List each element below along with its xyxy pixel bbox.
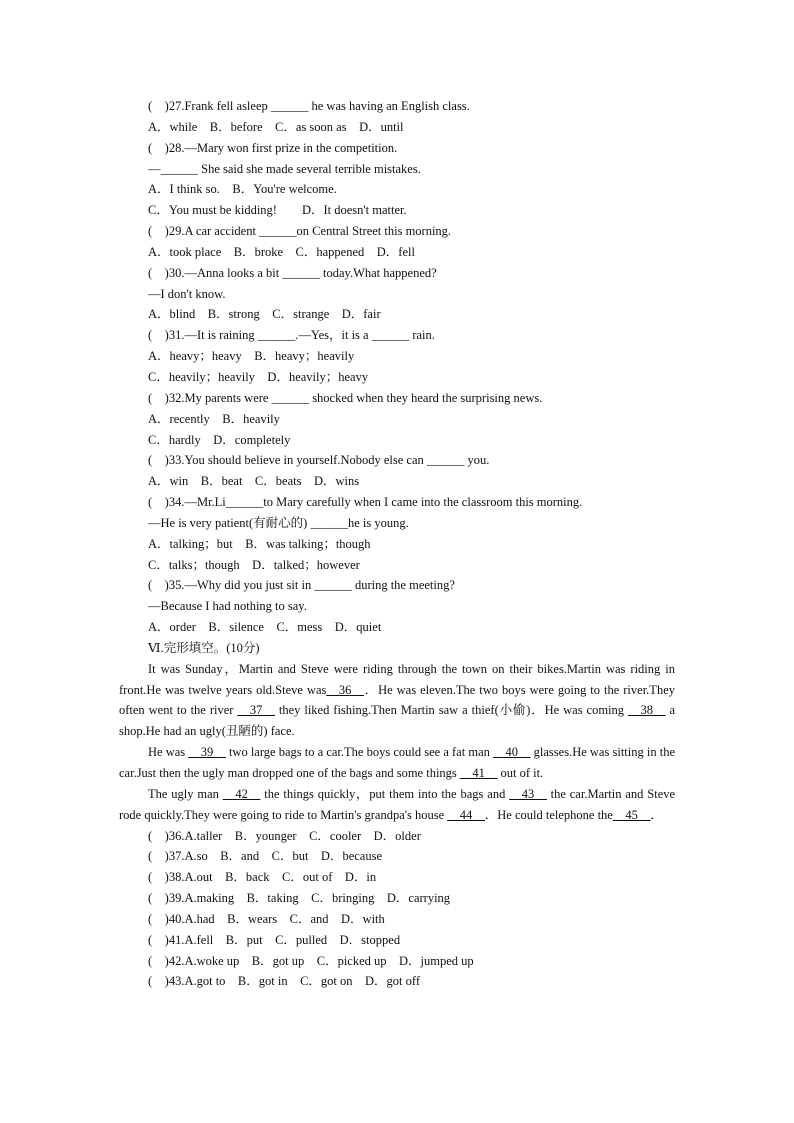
passage-text: The ugly man [148, 786, 219, 801]
blank-43: __43__ [509, 786, 547, 801]
passage-text: ． [650, 807, 663, 822]
question-42: ( )42.A.woke up B．got up C．picked up D．jumped up [148, 953, 474, 968]
question-34-reply: —He is very patient(有耐心的) ______he is young. [148, 515, 409, 530]
passage-text: two large bags to a car.The boys could see a fat man [228, 745, 490, 760]
questions-36-43 [148, 826, 675, 993]
passage-text: they liked fishing.Then Martin saw a thief(小偷)．He was coming [278, 703, 625, 718]
question-34: ( )34.—Mr.Li______to Mary carefully when I came into the classroom this morning. [148, 495, 583, 510]
question-29: ( )29.A car accident ______on Central Street this morning. [148, 224, 452, 239]
cloze-passage [119, 659, 675, 826]
options-32-cd: C．hardly D．completely [148, 432, 291, 447]
passage-text: out of it. [500, 766, 544, 780]
blank-42: __42__ [222, 786, 261, 801]
question-43: ( )43.A.got to B．got in C．got on D．got off [148, 974, 420, 989]
passage-text: a shop.He had an ugly(丑陋的) face. [119, 703, 676, 739]
question-37: ( )37.A.so B．and C．but D．because [148, 849, 382, 864]
options-29: A．took place B．broke C．happened D．fell [148, 244, 415, 259]
worksheet-page [119, 96, 676, 992]
question-33: ( )33.You should believe in yourself.Nobody else can ______ you. [148, 453, 490, 468]
question-35: ( )35.—Why did you just sit in ______ during the meeting? [148, 578, 455, 593]
question-41: ( )41.A.fell B．put C．pulled D．stopped [148, 932, 401, 947]
question-36: ( )36.A.taller B．younger C．cooler D．older [148, 828, 421, 843]
options-30: A．blind B．strong C．strange D．fair [148, 307, 381, 322]
options-31-cd: C．heavily；heavily D．heavily；heavy [148, 369, 369, 384]
options-35: A．order B．silence C．mess D．quiet [148, 620, 382, 635]
options-28-cd: C．You must be kidding! D．It doesn't matter. [148, 203, 407, 218]
options-34-ab: A．talking；but B．was talking；though [148, 536, 371, 551]
options-32-ab: A．recently B．heavily [148, 411, 280, 426]
passage-text: the things quickly，put them into the bags and [264, 786, 506, 801]
options-33: A．win B．beat C．beats D．wins [148, 474, 360, 489]
options-34-cd: C．talks；though D．talked；however [148, 557, 360, 572]
question-27: ( )27.Frank fell asleep ______ he was having an English class. [148, 99, 470, 113]
blank-36: __36__ [326, 682, 364, 697]
options-28-ab: A．I think so. B．You're welcome. [148, 182, 337, 197]
blank-39: __39__ [188, 745, 226, 760]
blank-38: __38__ [628, 703, 666, 718]
question-38: ( )38.A.out B．back C．out of D．in [148, 870, 377, 885]
passage-paragraph-1 [119, 659, 675, 742]
question-32: ( )32.My parents were ______ shocked when they heard the surprising news. [148, 390, 543, 405]
passage-text: the car.Martin and Steve rode quickly.They were going to ride to Martin's grandpa's house [119, 786, 676, 822]
passage-paragraph-3 [119, 784, 675, 826]
passage-text: He was [148, 745, 186, 760]
passage-paragraph-2 [119, 742, 675, 784]
options-31-ab: A．heavy；heavy B．heavy；heavily [148, 349, 355, 364]
blank-41: __41__ [459, 766, 498, 780]
question-28-reply: —______ She said she made several terrible mistakes. [148, 161, 421, 176]
section-title: Ⅵ.完形填空。(10分) [148, 640, 260, 655]
blank-45: __45__ [612, 807, 651, 822]
passage-text: ．He could telephone the [484, 807, 613, 822]
question-40: ( )40.A.had B．wears C．and D．with [148, 911, 385, 926]
blank-37: __37__ [237, 703, 275, 718]
options-27: A．while B．before C．as soon as D．until [148, 119, 404, 134]
questions-27-35 [148, 96, 675, 638]
question-39: ( )39.A.making B．taking C．bringing D．carrying [148, 891, 451, 906]
question-35-reply: —Because I had nothing to say. [148, 599, 307, 614]
question-31: ( )31.—It is raining ______.—Yes，it is a ______ rain. [148, 328, 435, 343]
passage-text: ．He was eleven.The two boys were going to the river.They often went to the river [119, 682, 675, 718]
blank-40: __40__ [493, 745, 531, 760]
blank-44: __44__ [447, 807, 485, 822]
passage-text: glasses.He was sitting in the car.Just then the ugly man dropped one of the bags and some things [119, 745, 676, 780]
question-28: ( )28.—Mary won first prize in the competition. [148, 140, 398, 155]
question-30-reply: —I don't know. [148, 286, 226, 301]
question-30: ( )30.—Anna looks a bit ______ today.What happened? [148, 265, 437, 280]
passage-text: It was Sunday，Martin and Steve were riding through the town on their bikes.Martin was riding in front.He was twelve years old.Steve was [119, 661, 675, 697]
